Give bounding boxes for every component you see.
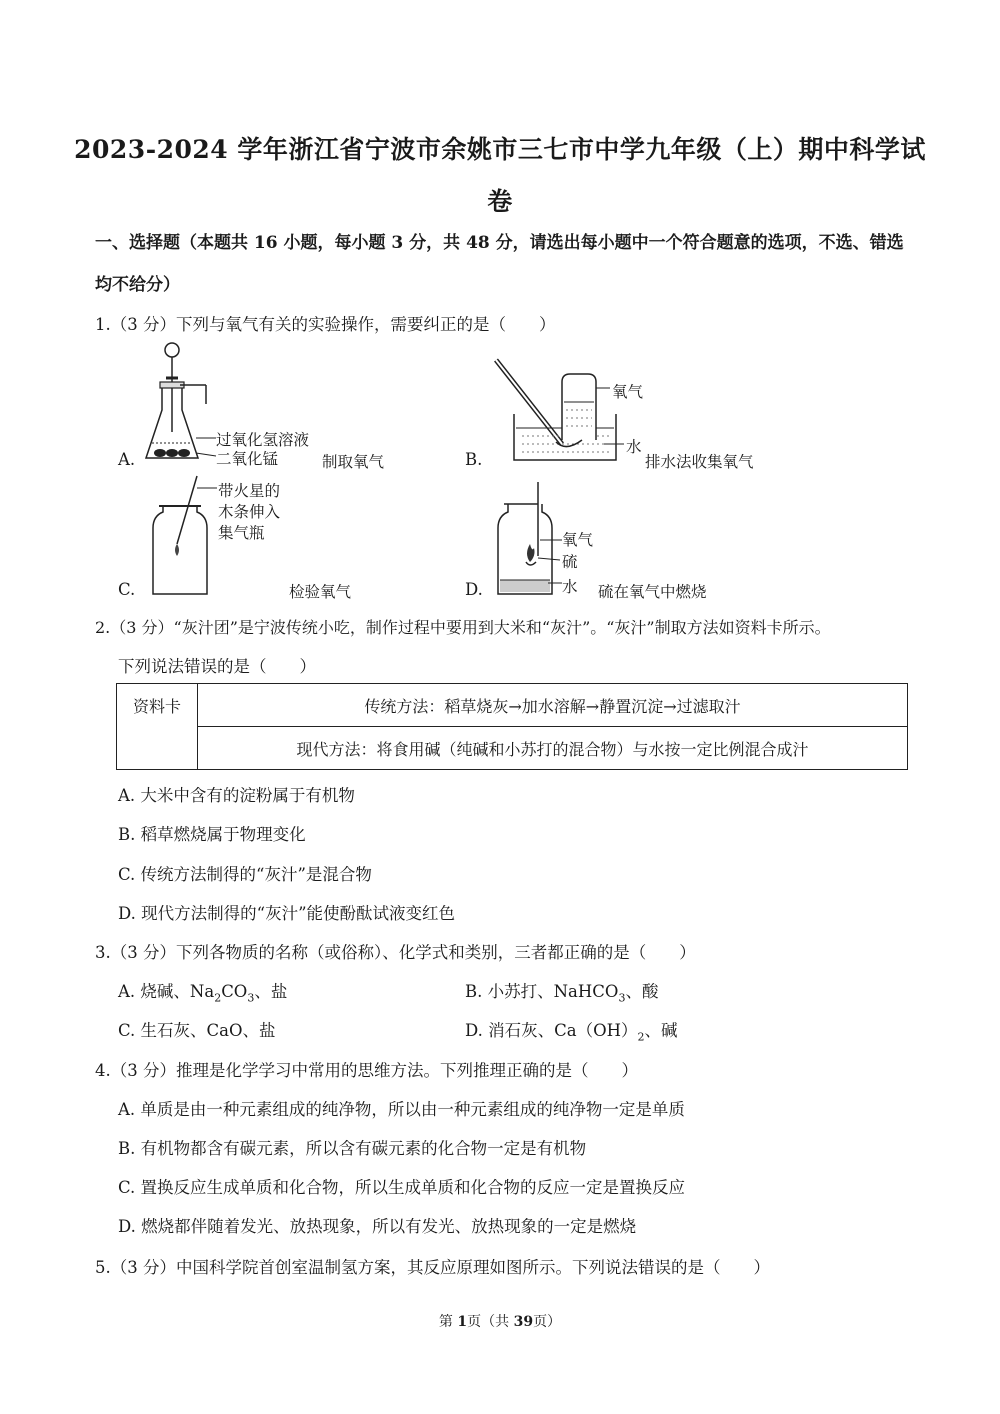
question-2-stem-line1: 2.（3 分）“灰汁团”是宁波传统小吃，制作过程中要用到大米和“灰汁”。“灰汁”制取方法如资料卡所示。 — [95, 618, 831, 637]
q1-option-a-letter: A. — [118, 450, 136, 469]
figure-a-caption: 制取氧气 — [322, 453, 385, 471]
figure-d-caption: 硫在氧气中燃烧 — [598, 583, 707, 601]
q2-option-d: D. 现代方法制得的“灰汁”能使酚酞试液变红色 — [118, 904, 456, 923]
q2-option-a: A. 大米中含有的淀粉属于有机物 — [118, 786, 355, 805]
info-card-row-traditional: 传统方法：稻草烧灰→加水溶解→静置沉淀→过滤取汁 — [198, 684, 908, 727]
figure-d-label-oxygen: 氧气 — [562, 531, 594, 549]
q3-option-c: C. 生石灰、CaO、盐 — [118, 1021, 276, 1040]
figure-b-label-water: 水 — [626, 438, 642, 456]
figure-c-label-1: 带火星的 — [218, 482, 281, 500]
q1-option-c-letter: C. — [118, 580, 136, 599]
figure-c-label-2: 木条伸入 — [218, 503, 281, 521]
q4-option-b: B. 有机物都含有碳元素，所以含有碳元素的化合物一定是有机物 — [118, 1139, 587, 1158]
figure-c-gas-jar — [145, 472, 225, 597]
figure-c-caption: 检验氧气 — [289, 583, 352, 601]
question-2-stem-line2: 下列说法错误的是（ ） — [118, 657, 316, 676]
q4-option-c: C. 置换反应生成单质和化合物，所以生成单质和化合物的反应一定是置换反应 — [118, 1178, 686, 1197]
q1-option-b-letter: B. — [465, 450, 483, 469]
figure-b-caption: 排水法收集氧气 — [645, 453, 754, 471]
info-card-table — [116, 683, 908, 770]
figure-d-label-water: 水 — [562, 578, 578, 596]
section-heading: 一、选择题（本题共 16 小题，每小题 3 分，共 48 分，请选出每小题中一个符合题意的选项，不选、错选均不给分） — [95, 233, 904, 295]
figure-b-water-collection — [492, 352, 632, 467]
q3-option-d: D. 消石灰、$Ca(OH)_2$、碱 — [465, 1021, 678, 1044]
info-card-row-modern: 现代方法：将食用碱（纯碱和小苏打的混合物）与水按一定比例混合成汁 — [198, 727, 908, 770]
q1-option-d-letter: D. — [465, 580, 483, 599]
q4-option-d: D. 燃烧都伴随着发光、放热现象，所以有发光、放热现象的一定是燃烧 — [118, 1217, 637, 1236]
figure-c-label-3: 集气瓶 — [218, 524, 265, 542]
question-4-stem: 4.（3 分）推理是化学学习中常用的思维方法。下列推理正确的是（ ） — [95, 1061, 638, 1080]
q2-option-b: B. 稻草燃烧属于物理变化 — [118, 825, 306, 844]
question-3-stem: 3.（3 分）下列各物质的名称（或俗称）、化学式和类别，三者都正确的是（ ） — [95, 943, 696, 962]
info-card-header: 资料卡 — [117, 684, 198, 770]
q3-option-a: A. 烧碱、$Na_2CO_3$、盐 — [118, 982, 288, 1005]
page-title-line2: 卷 — [487, 187, 513, 216]
figure-a-label-solution: 过氧化氢溶液 — [216, 431, 310, 449]
figure-b-label-oxygen: 氧气 — [612, 383, 644, 401]
q2-option-c: C. 传统方法制得的“灰汁”是混合物 — [118, 865, 372, 884]
page-footer: 第 1页（共 39页） — [438, 1314, 562, 1330]
question-5-stem: 5.（3 分）中国科学院首创室温制氢方案，其反应原理如图所示。下列说法错误的是（ ） — [95, 1258, 770, 1277]
page-title-line1: 2023-2024 学年浙江省宁波市余姚市三七市中学九年级（上）期中科学试 — [74, 135, 926, 164]
q3-option-b: B. 小苏打、NaHCO$_3$、酸 — [465, 982, 659, 1005]
q4-option-a: A. 单质是由一种元素组成的纯净物，所以由一种元素组成的纯净物一定是单质 — [118, 1100, 685, 1119]
question-1-stem: 1.（3 分）下列与氧气有关的实验操作，需要纠正的是（ ） — [95, 315, 556, 334]
figure-a-label-mno2: 二氧化锰 — [216, 450, 279, 468]
figure-d-label-sulfur: 硫 — [562, 553, 578, 571]
